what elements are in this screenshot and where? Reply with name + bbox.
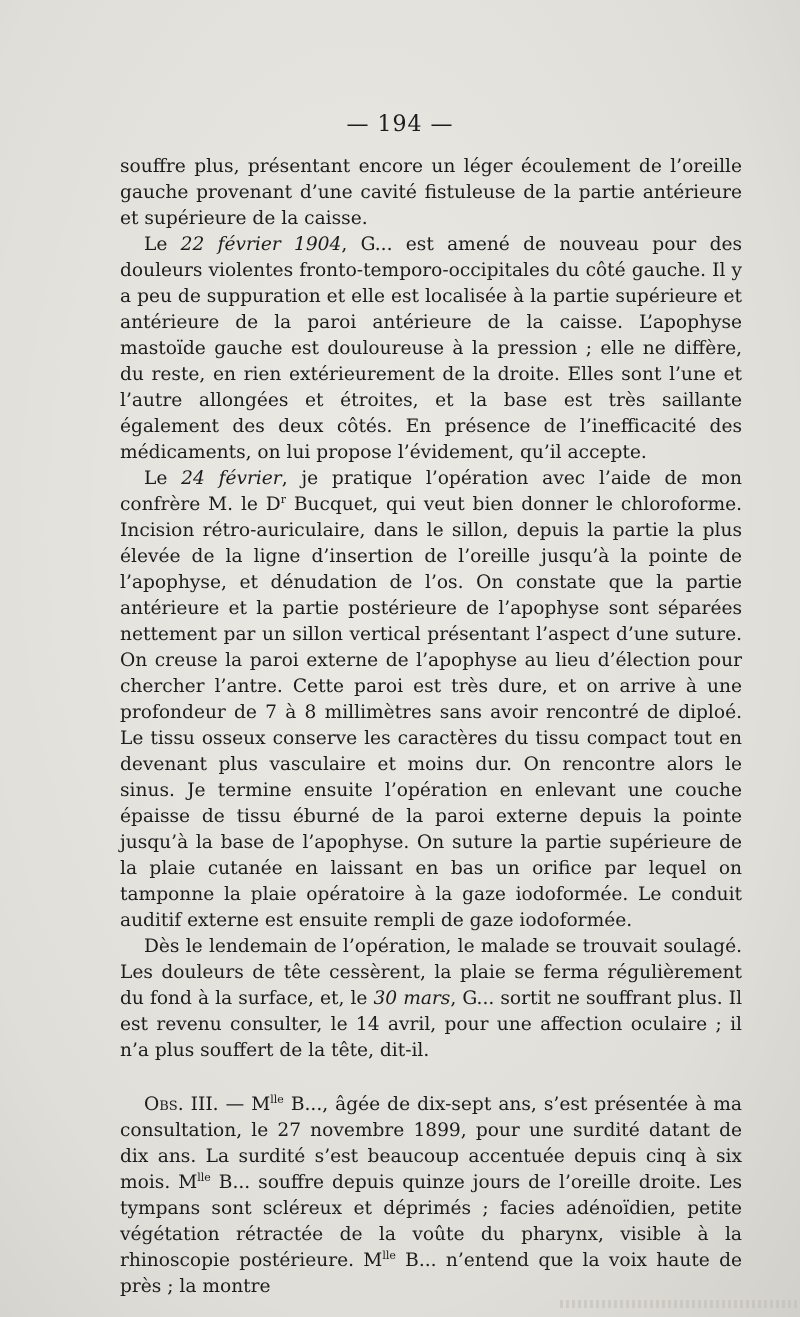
p2-date: 22 février 1904 [180,234,342,255]
p2-lead: Le [144,234,181,255]
p3-body-a: , je pratique l’opération avec l’aide de mon confrère M. le D [120,468,743,515]
p5-body-c: B... n’entend que la voix haute de près ; la montre [120,1250,743,1297]
page-number: — 194 — [346,112,454,137]
paragraph-1: souffre plus, présentant encore un léger écoulement de l’oreille gauche provenant d’une cavité fistuleuse de la partie antérieure et supérieure de la caisse. [120,156,742,229]
paragraph-5 [120,1092,742,1300]
p3-lead: Le [144,468,182,489]
p5-sup-3: lle [382,1248,396,1262]
scan-edge-artifact [560,1300,800,1308]
p2-body: , G... est amené de nouveau pour des douleurs violentes fronto-temporo-occipitales du côté gauche. Il y a peu de suppuration et elle est localisée à la partie supérieure et antérieure de la paroi antérieure de la caisse. L’apophyse mastoïde gauche est douloureuse à la pression ; elle ne diffère, du reste, en rien extérieurement de la droite. Elles sont l’une et l’autre allongées et étroites, et la base est très saillante également des deux côtés. En présence de l’inefficacité des médicaments, on lui propose l’évidement, qu’il accepte. [120,234,743,463]
p5-sup-2: lle [197,1170,211,1184]
observation-heading: Obs. III. [144,1094,219,1115]
paragraph-4 [120,934,742,1064]
p3-sup: r [280,492,286,506]
p3-date: 24 février [181,468,282,489]
p4-body: , G... sortit ne souffrant plus. Il est revenu consulter, le 14 avril, pour une affection oculaire ; il n’a plus souffert de la tête, dit-il. [120,988,743,1061]
body-text [120,154,742,1300]
p4-date: 30 mars [373,988,451,1009]
p5-dash: — M [218,1094,271,1115]
paragraph-3 [120,466,742,934]
p4-lead: Dès le lendemain de l’opération, le malade se trouvait soulagé. Les douleurs de tête cessèrent, la plaie se ferma régulièrement du fond à la surface, et, le [120,936,742,1009]
p5-sup-1: lle [270,1092,284,1106]
paragraph-2 [120,232,742,466]
p5-body-a: B..., âgée de dix-sept ans, s’est présentée à ma consultation, le 27 novembre 1899, pour une surdité datant de dix ans. La surdité s’est beaucoup accentuée depuis cinq à six mois. M [120,1094,742,1193]
p5-body-b: B... souffre depuis quinze jours de l’oreille droite. Les tympans sont scléreux et déprimés ; facies adénoïdien, petite végétation rétractée de la voûte du pharynx, visible à la rhinoscopie postérieure. M [120,1172,742,1271]
p3-body-b: Bucquet, qui veut bien donner le chloroforme. Incision rétro-auriculaire, dans le sillon, depuis la partie la plus élevée de la ligne d’insertion de l’oreille jusqu’à la pointe de l’apophyse, et dénudation de l’os. On constate que la partie antérieure et la partie postérieure de l’apophyse sont séparées nettement par un sillon vertical présentant l’aspect d’une suture. On creuse la paroi externe de l’apophyse au lieu d’élection pour chercher l’antre. Cette paroi est très dure, et on arrive à une profondeur de 7 à 8 millimètres sans avoir rencontré de diploé. Le tissu osseux conserve les caractères du tissu compact tout en devenant plus vasculaire et moins dur. On rencontre alors le sinus. Je termine ensuite l’opération en enlevant une couche épaisse de tissu éburné de la paroi externe depuis la pointe jusqu’à la base de l’apophyse. On suture la partie supérieure de la plaie cutanée en laissant en bas un orifice par lequel on tamponne la plaie opératoire à la gaze iodoformée. Le conduit auditif externe est ensuite rempli de gaze iodoformée. [120,494,743,931]
